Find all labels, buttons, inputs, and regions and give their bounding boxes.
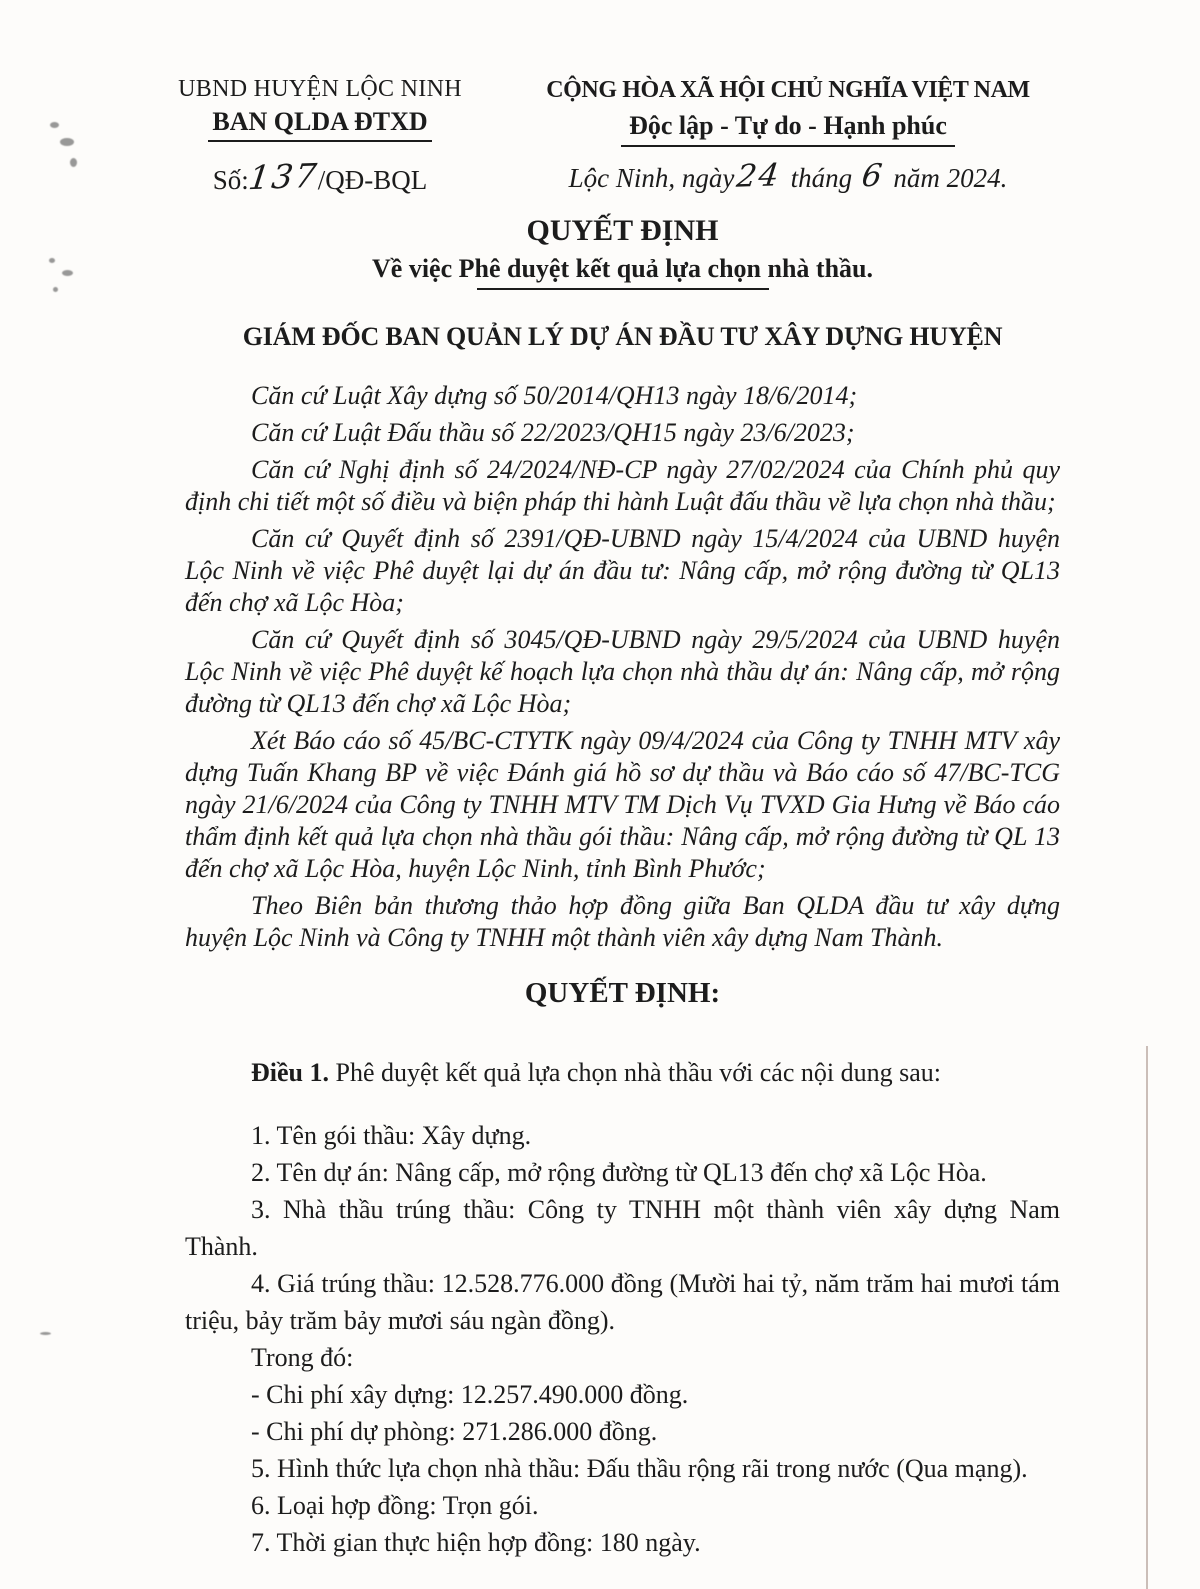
decision-item: 7. Thời gian thực hiện hợp đồng: 180 ngày. <box>251 1528 701 1557</box>
recital-paragraph: Căn cứ Quyết định số 3045/QĐ-UBND ngày 29/5/2024 của UBND huyện Lộc Ninh về việc Phê duyệt kế hoạch lựa chọn nhà thầu dự án: Nâng cấp, mở rộng đường từ QL13 đến chợ xã Lộc Hòa; <box>185 625 1060 718</box>
decision-heading: QUYẾT ĐỊNH: <box>524 977 721 1009</box>
document-header <box>0 0 1200 197</box>
decision-item: 6. Loại hợp đồng: Trọn gói. <box>251 1491 539 1520</box>
place-date-line <box>528 159 1048 195</box>
doc-number-suffix: /QĐ-BQL <box>317 165 428 195</box>
subtitle-underline <box>477 288 769 290</box>
recital-paragraph: Căn cứ Luật Xây dựng số 50/2014/QH13 ngày 18/6/2014; <box>251 381 858 410</box>
scan-artifact <box>53 287 58 292</box>
date-prefix: Lộc Ninh, ngày <box>568 163 735 193</box>
recital-paragraph: Căn cứ Nghị định số 24/2024/NĐ-CP ngày 27/02/2024 của Chính phủ quy định chi tiết một số điều và biện pháp thi hành Luật đấu thầu về lựa chọn nhà thầu; <box>185 455 1060 516</box>
article-1-label: Điều 1. <box>251 1058 329 1087</box>
document-subtitle: Về việc Phê duyệt kết quả lựa chọn nhà thầu. <box>372 254 873 283</box>
scan-artifact <box>40 1332 51 1335</box>
article-1-paragraph <box>185 1054 1060 1091</box>
recital-paragraph: Căn cứ Luật Đấu thầu số 22/2023/QH15 ngày 23/6/2023; <box>251 418 855 447</box>
decision-items-list <box>185 1117 1060 1561</box>
document-title: QUYẾT ĐỊNH <box>526 214 719 247</box>
date-month-label: tháng <box>790 163 853 193</box>
decision-item: 1. Tên gói thầu: Xây dựng. <box>251 1121 532 1150</box>
decision-item: 2. Tên dự án: Nâng cấp, mở rộng đường từ QL13 đến chợ xã Lộc Hòa. <box>251 1158 987 1187</box>
national-motto-underlined-text: Độc lập - Tự do - Hạnh phúc <box>621 111 955 147</box>
issuing-authority-line: GIÁM ĐỐC BAN QUẢN LÝ DỰ ÁN ĐẦU TƯ XÂY DỰNG HUYỆN <box>242 322 1003 351</box>
document-number <box>160 155 480 198</box>
scan-artifact <box>70 158 77 167</box>
recitals-section <box>185 380 1060 954</box>
issuer-block <box>160 75 480 197</box>
decision-item: 4. Giá trúng thầu: 12.528.776.000 đồng (Mười hai tỷ, năm trăm hai mươi tám triệu, bảy trăm bảy mươi sáu ngàn đồng). <box>185 1269 1060 1335</box>
date-year-label: năm 2024. <box>893 163 1008 193</box>
decision-item: 3. Nhà thầu trúng thầu: Công ty TNHH một thành viên xây dựng Nam Thành. <box>185 1195 1060 1261</box>
scan-artifact <box>49 258 55 263</box>
issuer-org <box>160 107 480 142</box>
national-title: CỘNG HÒA XÃ HỘI CHỦ NGHĨA VIỆT NAM <box>546 77 1030 103</box>
decision-subitem: - Chi phí dự phòng: 271.286.000 đồng. <box>251 1417 658 1446</box>
scan-artifact <box>50 122 59 128</box>
issuer-parent-org: UBND HUYỆN LỘC NINH <box>178 76 462 102</box>
national-header-block <box>528 75 1048 197</box>
doc-number-handwritten: 137 <box>246 155 321 198</box>
issuer-org-underlined-text: BAN QLDA ĐTXD <box>208 107 431 142</box>
decision-item-sublabel: Trong đó: <box>251 1343 354 1372</box>
scan-artifact <box>62 270 73 276</box>
recital-paragraph: Căn cứ Quyết định số 2391/QĐ-UBND ngày 15/4/2024 của UBND huyện Lộc Ninh về việc Phê duyệt lại dự án đầu tư: Nâng cấp, mở rộng đường từ QL13 đến chợ xã Lộc Hòa; <box>185 524 1060 617</box>
recital-paragraph: Theo Biên bản thương thảo hợp đồng giữa Ban QLDA đầu tư xây dựng huyện Lộc Ninh và Công ty TNHH một thành viên xây dựng Nam Thành. <box>185 891 1060 952</box>
doc-number-label: Số: <box>212 165 249 195</box>
national-motto <box>528 111 1048 147</box>
decision-subitem: - Chi phí xây dựng: 12.257.490.000 đồng. <box>251 1380 689 1409</box>
decision-item: 5. Hình thức lựa chọn nhà thầu: Đấu thầu rộng rãi trong nước (Qua mạng). <box>251 1454 1028 1483</box>
date-day-handwritten: 24 <box>735 157 784 195</box>
recital-paragraph: Xét Báo cáo số 45/BC-CTYTK ngày 09/4/2024 của Công ty TNHH MTV xây dựng Tuấn Khang BP về việc Đánh giá hồ sơ dự thầu và Báo cáo số 47/BC-TCG ngày 21/6/2024 của Công ty TNHH MTV TM Dịch Vụ TVXD Gia Hưng về Báo cáo thẩm định kết quả lựa chọn nhà thầu gói thầu: Nâng cấp, mở rộng đường từ QL 13 đến chợ xã Lộc Hòa, huyện Lộc Ninh, tỉnh Bình Phước; <box>185 726 1060 883</box>
article-1-text: Phê duyệt kết quả lựa chọn nhà thầu với các nội dung sau: <box>329 1058 941 1087</box>
date-month-handwritten: 6 <box>859 157 886 195</box>
scan-artifact <box>60 138 74 146</box>
document-body <box>185 213 1060 1561</box>
scan-edge-line <box>1146 1046 1148 1589</box>
